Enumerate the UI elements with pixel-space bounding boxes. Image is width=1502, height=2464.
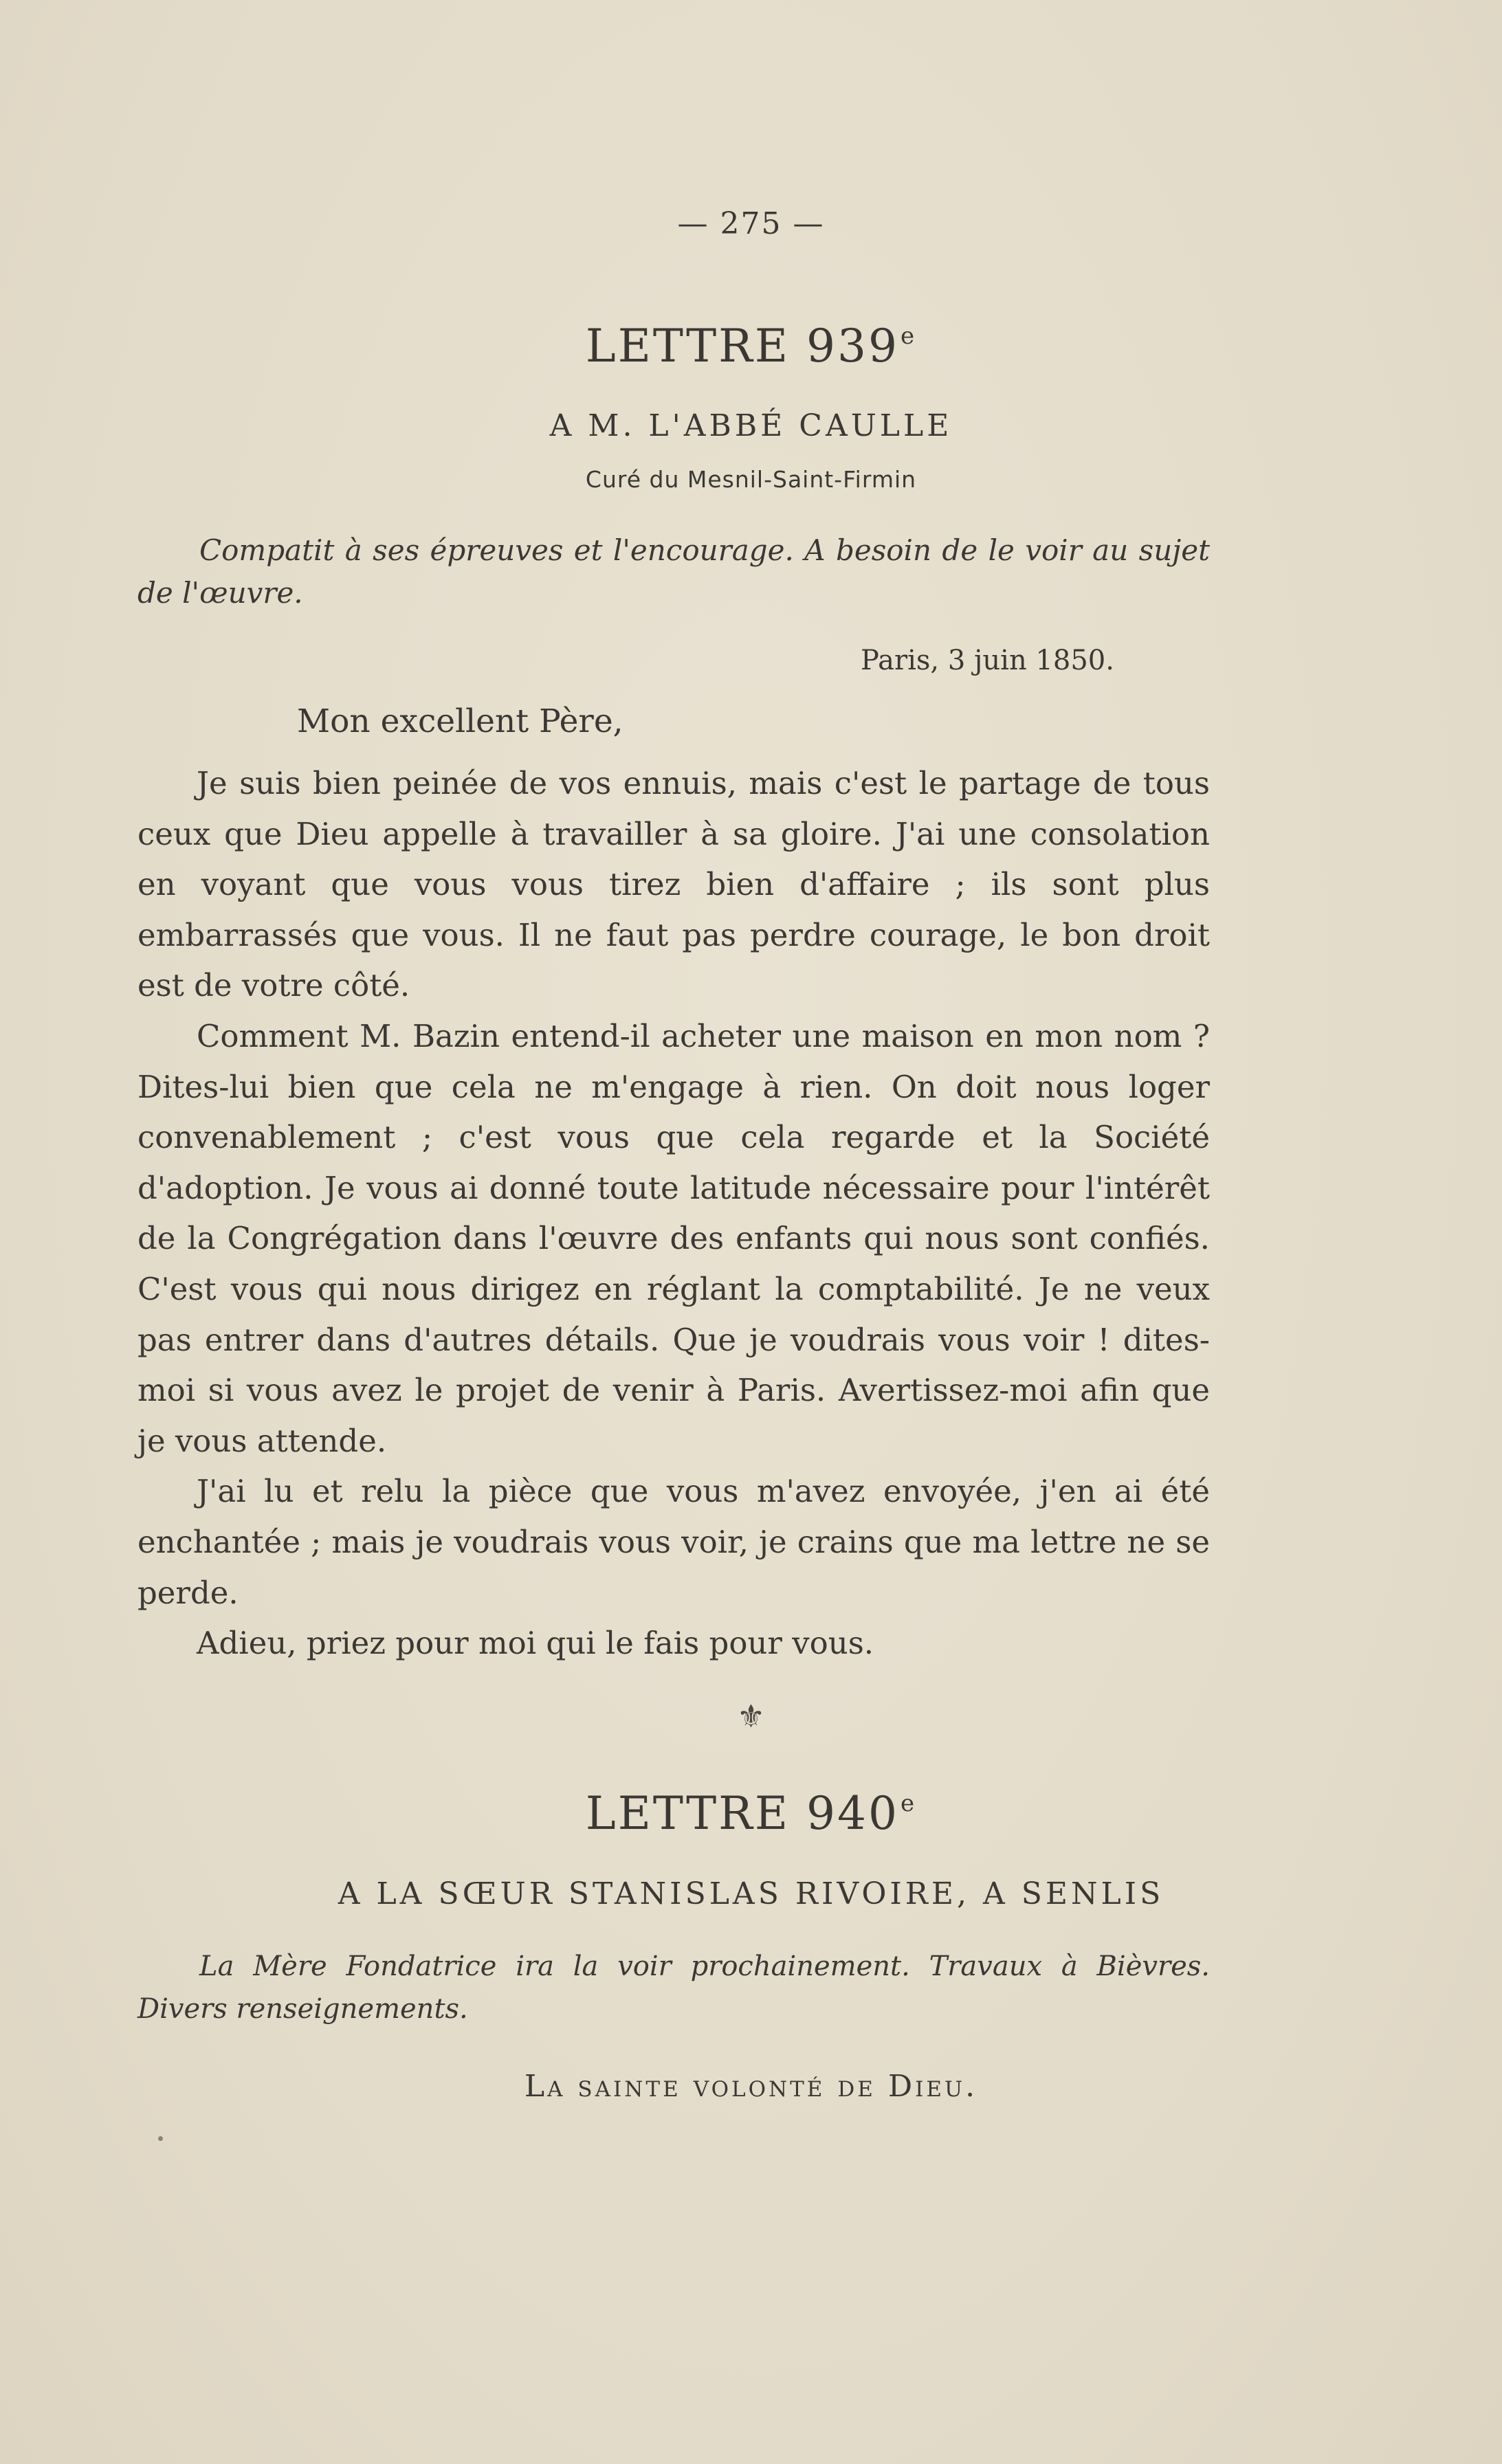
letter-939-place-date: Paris, 3 juin 1850.	[861, 645, 1114, 676]
letter-940-title	[0, 1787, 1502, 1840]
letter-939-title-sup: e	[900, 322, 917, 350]
letter-939-title-text: LETTRE 939	[585, 320, 899, 373]
ornament-divider: ⚜	[736, 1698, 766, 1735]
letter-940-summary: La Mère Fondatrice ira la voir prochainement. Travaux à Bièvres. Divers renseignements.	[137, 1951, 1210, 2025]
letter-940-motto: La sainte volonté de Dieu.	[524, 2069, 978, 2104]
letter-939-subtitle: Curé du Mesnil-Saint-Firmin	[585, 466, 917, 493]
letter-939-salutation: Mon excellent Père,	[297, 702, 623, 740]
letter-940-recipient: A LA SŒUR STANISLAS RIVOIRE, A SENLIS	[338, 1876, 1164, 1911]
paper-speck	[158, 2136, 163, 2141]
page-number: — 275 —	[677, 206, 825, 241]
paragraph: Adieu, priez pour moi qui le fais pour vous.	[197, 1625, 874, 1662]
letter-939-title	[0, 320, 1502, 373]
paragraph: Comment M. Bazin entend-il acheter une maison en mon nom ? Dites-lui bien que cela ne m'engage à rien. On doit nous loger convenablement ; c'est vous que cela regarde et la Société d'adoption. Je vous ai donné toute latitude nécessaire pour l'intérêt de la Congrégation dans l'œuvre des enfants qui nous sont confiés. C'est vous qui nous dirigez en réglant la comptabilité. Je ne veux pas entrer dans d'autres détails. Que je voudrais vous voir ! dites-moi si vous avez le projet de venir à Paris. Avertissez-moi afin que je vous attende.	[137, 1017, 1210, 1459]
letter-940-title-sup: e	[900, 1790, 917, 1817]
letter-940-title-text: LETTRE 940	[585, 1787, 899, 1840]
letter-939-body	[137, 758, 1210, 1669]
letter-939-recipient: A M. L'ABBÉ CAULLE	[549, 408, 953, 443]
letter-939-summary: Compatit à ses épreuves et l'encourage. A besoin de le voir au sujet de l'œuvre.	[137, 533, 1210, 610]
paragraph: Je suis bien peinée de vos ennuis, mais c'est le partage de tous ceux que Dieu appelle à travailler à sa gloire. J'ai une consolation en voyant que vous vous tirez bien d'affaire ; ils sont plus embarrassés que vous. Il ne faut pas perdre courage, le bon droit est de votre côté.	[137, 765, 1210, 1004]
paragraph: J'ai lu et relu la pièce que vous m'avez envoyée, j'en ai été enchantée ; mais je voudrais vous voir, je crains que ma lettre ne se perde.	[137, 1473, 1210, 1611]
